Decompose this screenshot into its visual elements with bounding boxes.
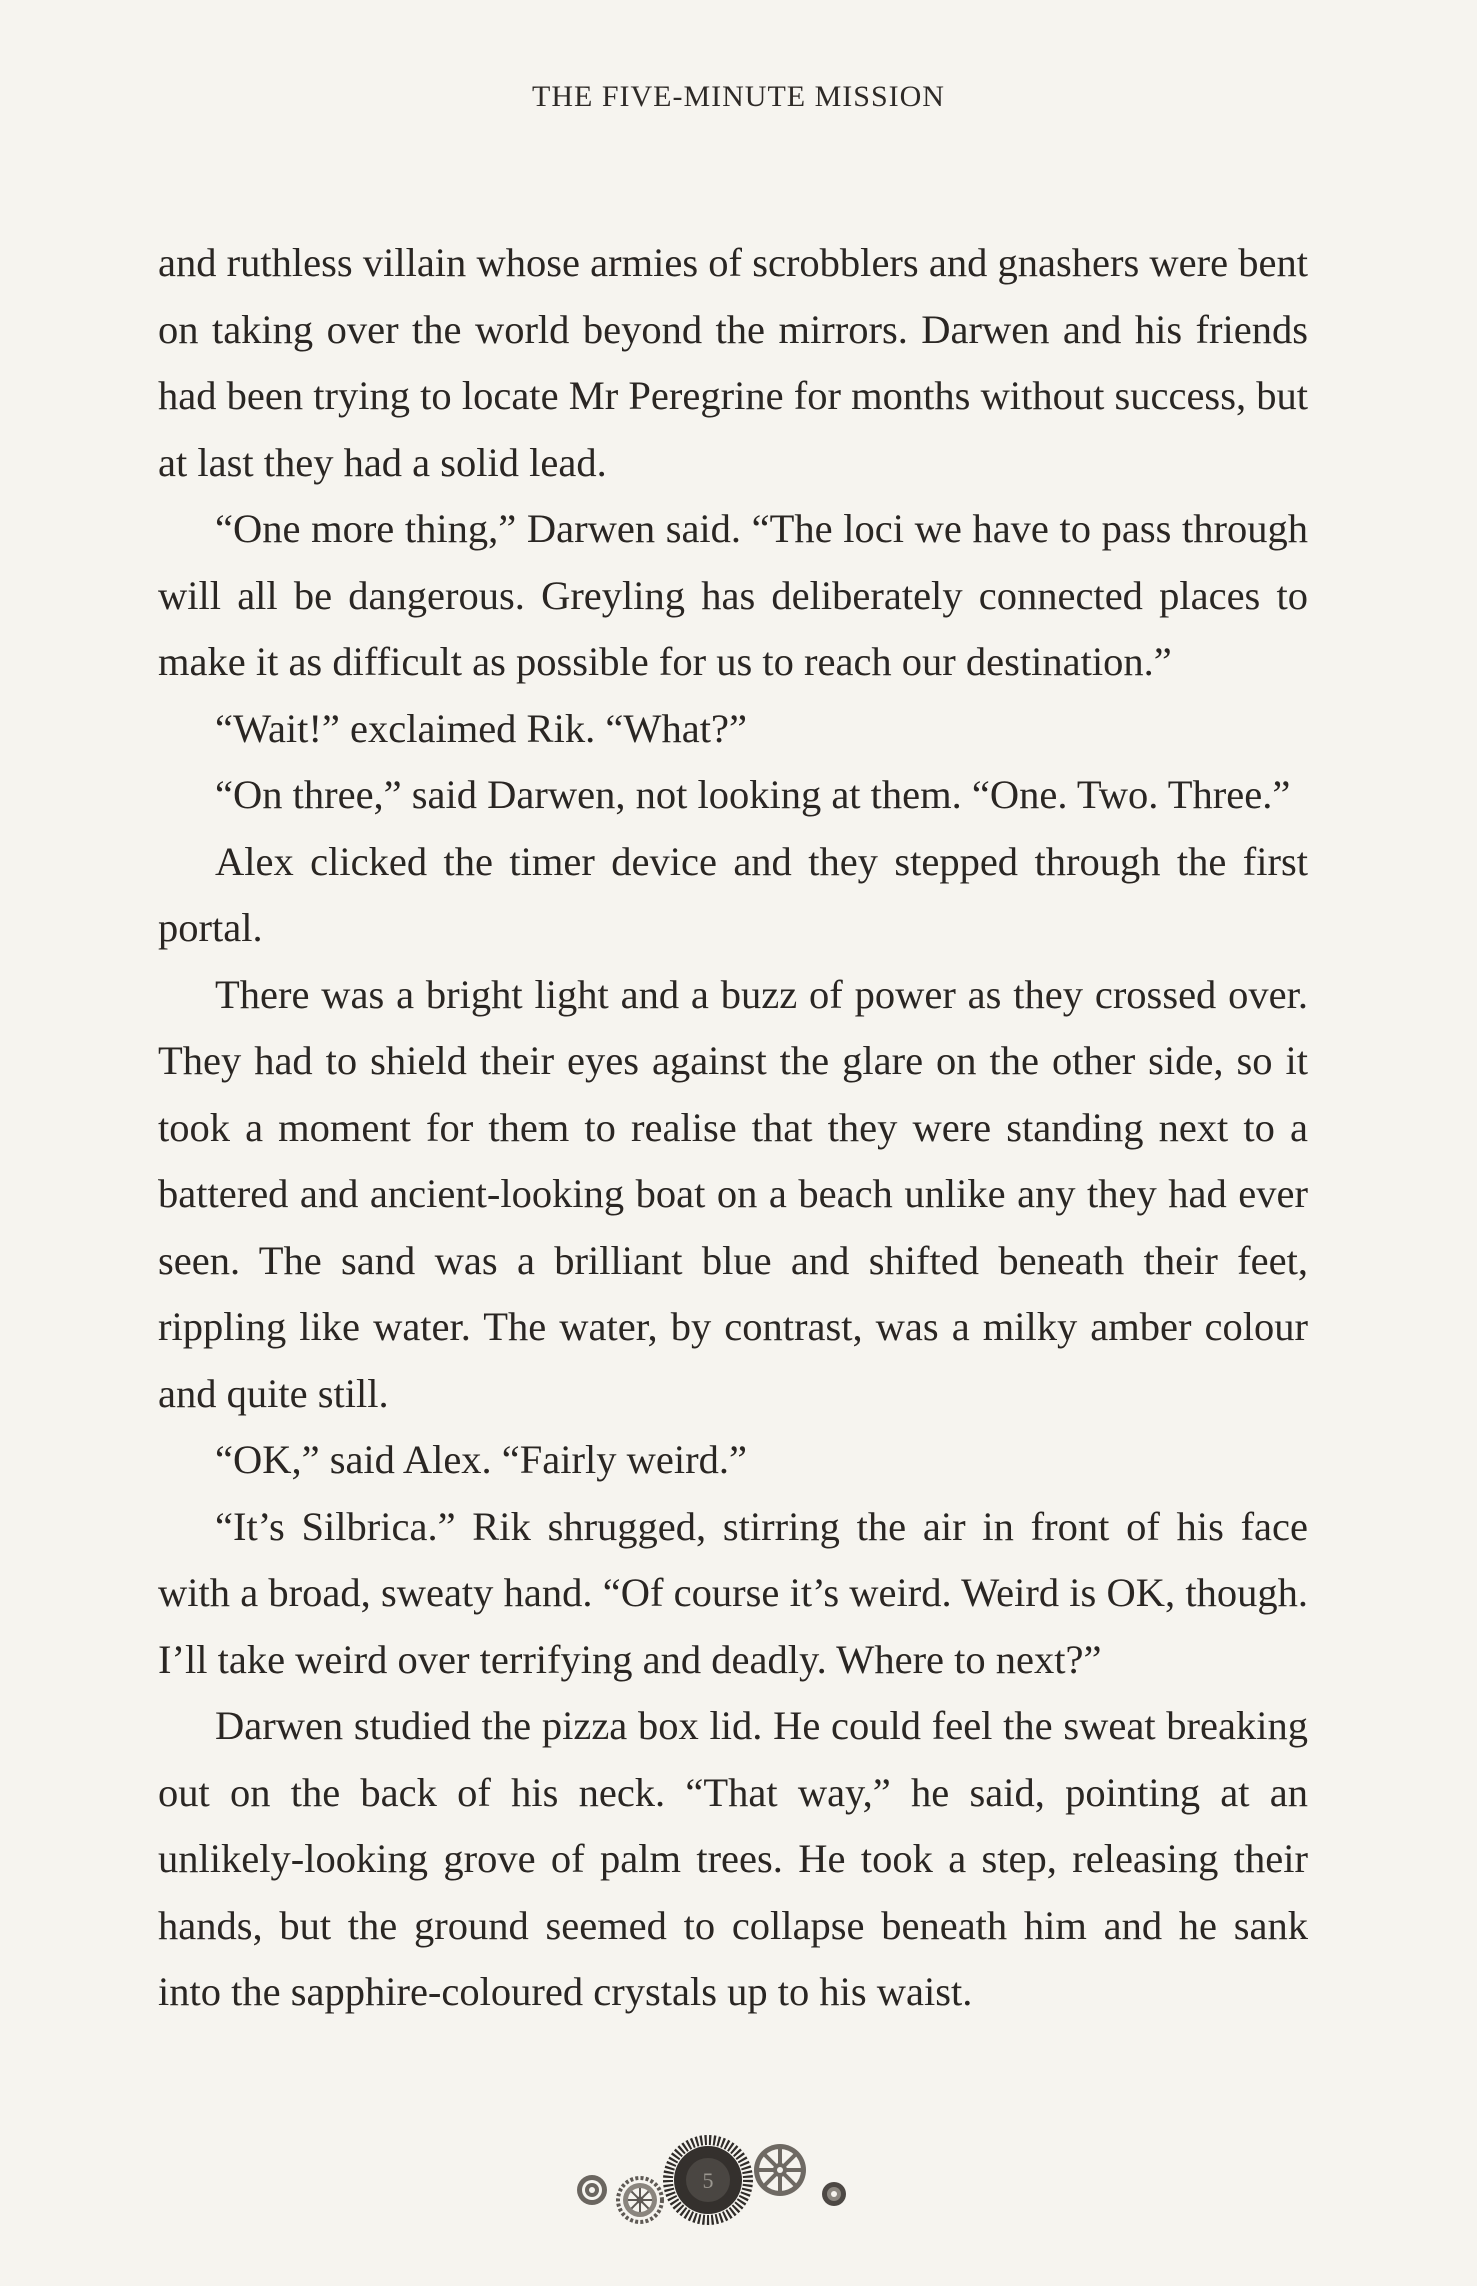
paragraph: Darwen studied the pizza box lid. He could feel the sweat breaking out on the back of his neck. “That way,” he said, pointing at an unlikely-looking grove of palm trees. He took a step, releasing their hands, but the ground seemed to collapse beneath him and he sank into the sapphire-coloured crystals up to his waist.: [158, 1703, 1308, 2014]
paragraph: “On three,” said Darwen, not looking at them. “One. Two. Three.”: [215, 772, 1291, 817]
paragraph: and ruthless villain whose armies of scrobblers and gnashers were bent on taking over the world beyond the mirrors. Darwen and his friends had been trying to locate Mr Peregrine for months without success, but at last they had a solid lead.: [158, 240, 1308, 485]
gear-cog-ornament-icon: [560, 2120, 920, 2240]
paragraph: There was a bright light and a buzz of power as they crossed over. They had to shield their eyes against the glare on the other side, so it took a moment for them to realise that they were standing next to a battered and ancient-looking boat on a beach unlike any they had ever seen. The sand was a brilliant blue and shifted beneath their feet, rippling like water. The water, by contrast, was a milky amber colour and quite still.: [158, 971, 1308, 1416]
paragraph: Alex clicked the timer device and they stepped through the first portal.: [158, 838, 1308, 950]
paragraph: “One more thing,” Darwen said. “The loci we have to pass through will all be dangerous. Greyling has deliberately connected places to make it as difficult as possible for us to reach our destination.”: [158, 506, 1308, 684]
small-gear-right-icon: [822, 2182, 846, 2206]
body-text: [158, 230, 1308, 2026]
page-number-ornament: [560, 2120, 920, 2240]
running-head: THE FIVE-MINUTE MISSION: [532, 80, 945, 113]
paragraph: “Wait!” exclaimed Rik. “What?”: [215, 705, 747, 751]
paragraph: “It’s Silbrica.” Rik shrugged, stirring the air in front of his face with a broad, sweaty hand. “Of course it’s weird. Weird is OK, though. I’ll take weird over terrifying and deadly. Where to next?”: [158, 1503, 1308, 1682]
paragraph: “OK,” said Alex. “Fairly weird.”: [215, 1437, 747, 1482]
spoked-gear-left-icon: [618, 2178, 662, 2222]
page-number: 5: [702, 2168, 714, 2193]
spoked-wheel-right-icon: [754, 2144, 806, 2196]
small-gear-left-icon: [577, 2175, 607, 2205]
